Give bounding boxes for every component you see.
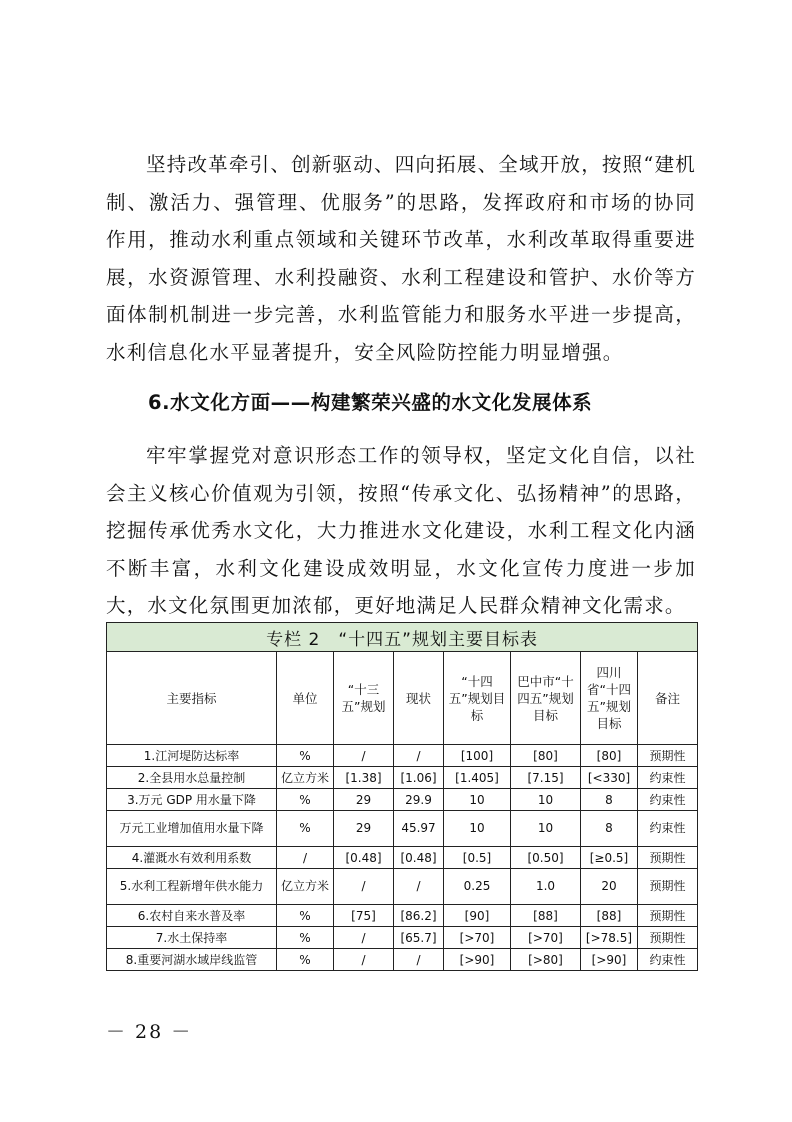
cell: [7.15] — [511, 767, 581, 789]
table-title: 专栏 2 “十四五”规划主要目标表 — [107, 623, 698, 652]
page-number: － 28 － — [106, 1021, 193, 1043]
table-row — [107, 767, 698, 789]
cell: [0.50] — [511, 847, 581, 869]
table-row — [107, 811, 698, 847]
cell: 万元工业增加值用水量下降 — [107, 811, 277, 847]
header-unit: 单位 — [277, 652, 334, 745]
paragraph-reform: 坚持改革牵引、创新驱动、四向拓展、全域开放，按照“建机制、激活力、强管理、优服务”的思路，发挥政府和市场的协同作用，推动水利重点领域和关键环节改革，水利改革取得重要进展，水资源管理、水利投融资、水利工程建设和管护、水价等方面体制机制进一步完善，水利监管能力和服务水平进一步提高，水利信息化水平显著提升，安全风险防控能力明显增强。 — [106, 153, 696, 364]
cell: [88] — [511, 905, 581, 927]
cell: [0.5] — [444, 847, 511, 869]
cell: 约束性 — [638, 949, 698, 971]
cell: 亿立方米 — [277, 767, 334, 789]
cell: 预期性 — [638, 905, 698, 927]
header-sichuan-target: 四川省“十四五”规划目标 — [581, 652, 638, 745]
cell: 3.万元 GDP 用水量下降 — [107, 789, 277, 811]
cell: / — [334, 745, 394, 767]
cell: 8 — [581, 811, 638, 847]
cell: [86.2] — [394, 905, 444, 927]
cell: / — [334, 927, 394, 949]
cell: 预期性 — [638, 869, 698, 905]
cell: 4.灌溉水有效利用系数 — [107, 847, 277, 869]
cell: 5.水利工程新增年供水能力 — [107, 869, 277, 905]
cell: [≥0.5] — [581, 847, 638, 869]
cell: [>70] — [444, 927, 511, 949]
cell: % — [277, 745, 334, 767]
cell: [80] — [511, 745, 581, 767]
header-remark: 备注 — [638, 652, 698, 745]
cell: [1.06] — [394, 767, 444, 789]
cell: [80] — [581, 745, 638, 767]
paragraph-culture: 牢牢掌握党对意识形态工作的领导权，坚定文化自信，以社会主义核心价值观为引领，按照“传承文化、弘扬精神”的思路，挖掘传承优秀水文化，大力推进水文化建设，水利工程文化内涵不断丰富，水利文化建设成效明显，水文化宣传力度进一步加大，水文化氛围更加浓郁，更好地满足人民群众精神文化需求。 — [106, 444, 696, 617]
cell: 约束性 — [638, 767, 698, 789]
cell: % — [277, 905, 334, 927]
cell: [>90] — [581, 949, 638, 971]
cell: 10 — [444, 811, 511, 847]
cell: 7.水土保持率 — [107, 927, 277, 949]
table-row — [107, 789, 698, 811]
cell: 预期性 — [638, 745, 698, 767]
section-heading: 6.水文化方面——构建繁荣兴盛的水文化发展体系 — [148, 391, 593, 414]
cell: 预期性 — [638, 847, 698, 869]
cell: 预期性 — [638, 927, 698, 949]
cell: 20 — [581, 869, 638, 905]
cell: 1.江河堤防达标率 — [107, 745, 277, 767]
cell: 亿立方米 — [277, 869, 334, 905]
cell: / — [334, 949, 394, 971]
cell: 29.9 — [394, 789, 444, 811]
cell: % — [277, 927, 334, 949]
cell: [65.7] — [394, 927, 444, 949]
cell: [>70] — [511, 927, 581, 949]
cell: 10 — [511, 789, 581, 811]
cell: [1.38] — [334, 767, 394, 789]
cell: 6.农村自来水普及率 — [107, 905, 277, 927]
table-row — [107, 927, 698, 949]
cell: 8.重要河湖水域岸线监管 — [107, 949, 277, 971]
cell: % — [277, 949, 334, 971]
header-indicator: 主要指标 — [107, 652, 277, 745]
table-row — [107, 847, 698, 869]
cell: / — [277, 847, 334, 869]
table-row — [107, 949, 698, 971]
cell: 约束性 — [638, 789, 698, 811]
cell: [88] — [581, 905, 638, 927]
cell: 8 — [581, 789, 638, 811]
cell: / — [394, 745, 444, 767]
table-row — [107, 905, 698, 927]
cell: 约束性 — [638, 811, 698, 847]
cell: 10 — [511, 811, 581, 847]
cell: / — [394, 949, 444, 971]
cell: 45.97 — [394, 811, 444, 847]
cell: % — [277, 811, 334, 847]
table-row — [107, 869, 698, 905]
cell: [<330] — [581, 767, 638, 789]
cell: 0.25 — [444, 869, 511, 905]
cell: 29 — [334, 789, 394, 811]
header-14th-target: “十四五”规划目标 — [444, 652, 511, 745]
cell: % — [277, 789, 334, 811]
table-row — [107, 745, 698, 767]
cell: / — [334, 869, 394, 905]
cell: [100] — [444, 745, 511, 767]
cell: 1.0 — [511, 869, 581, 905]
cell: [75] — [334, 905, 394, 927]
cell: 2.全县用水总量控制 — [107, 767, 277, 789]
cell: 10 — [444, 789, 511, 811]
header-bazhong-target: 巴中市“十四五”规划目标 — [511, 652, 581, 745]
cell: [>80] — [511, 949, 581, 971]
cell: [>90] — [444, 949, 511, 971]
goals-table — [106, 622, 698, 971]
cell: [1.405] — [444, 767, 511, 789]
cell: 29 — [334, 811, 394, 847]
cell: [>78.5] — [581, 927, 638, 949]
cell: [90] — [444, 905, 511, 927]
cell: / — [394, 869, 444, 905]
cell: [0.48] — [334, 847, 394, 869]
header-current: 现状 — [394, 652, 444, 745]
cell: [0.48] — [394, 847, 444, 869]
header-13th-plan: “十三五”规划 — [334, 652, 394, 745]
